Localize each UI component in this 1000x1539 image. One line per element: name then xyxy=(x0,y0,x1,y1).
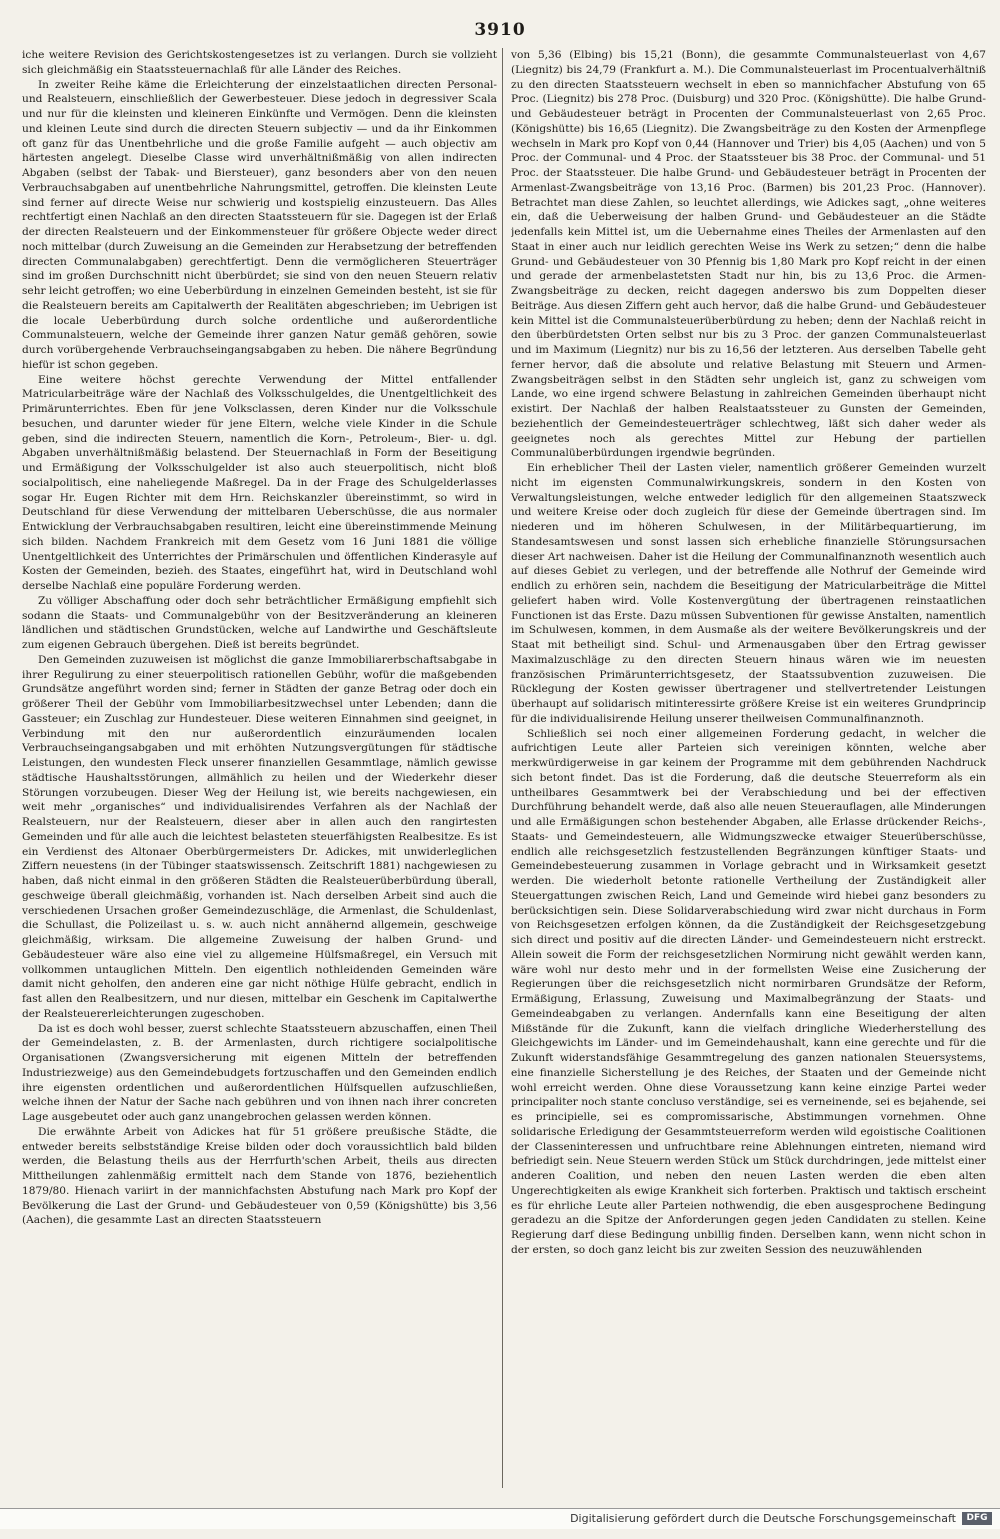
paragraph: Zu völliger Abschaffung oder doch sehr beträchtlicher Ermäßigung empfiehlt sich sodann die Staats- und Communalgebühr von der Besitzveränderung an kleineren ländlichen und städtischen Grundstücken, welche auf Landwirthe und Geschäftsleute zum eigenen Gebrauch übergehen. Dieß ist bereits begründet. xyxy=(22,594,497,651)
paragraph: Da ist es doch wohl besser, zuerst schlechte Staatssteuern abzuschaffen, einen Theil der Gemeindelasten, z. B. der Armenlasten, durch richtigere socialpolitische Organisationen (Zwangsversicherung mit eigenen Mitteln der betreffenden Industriezweige) aus den Gemeindebudgets fortzuschaffen und den Gemeinden endlich ihre eigensten ordentlichen und außerordentlichen Hülfsquellen aufzuschließen, welche ihnen der Natur der Sache nach gebühren und von ihnen nach ihrer concreten Lage ausgebeutet oder auch ganz unangebrochen gelassen werden können. xyxy=(22,1022,497,1123)
paragraph: In zweiter Reihe käme die Erleichterung der einzelstaatlichen directen Personal- und Realsteuern, einschließlich der Gewerbesteuer. Diese jedoch in degressiver Scala und nur für die kleinsten und kleineren Einkünfte und Vermögen. Denn die kleinsten und kleinen Leute sind durch die directen Steuern subjectiv — und da ihr Einkommen oft ganz für das Unentbehrliche und die große Familie aufgeht — auch objectiv am härtesten angelegt. Dieselbe Classe wird unverhältnißmäßig von allen indirecten Abgaben (selbst der Tabak- und Biersteuer), ganz besonders aber von den neuen Verbrauchsabgaben auf unentbehrliche Nahrungsmittel, getroffen. Die kleinsten Leute sind ferner auf directe Weise nur schwierig und kostspielig einzusteuern. Das Alles rechtfertigt einen Nachlaß an den directen Staatssteuern für sie. Dagegen ist der Erlaß der directen Realsteuern und der Einkommensteuer für größere Objecte weder direct noch mittelbar (durch Zuweisung an die Gemeinden zur Herabsetzung der betreffenden directen Communalabgaben) gerechtfertigt. Denn die vermöglicheren Steuerträger sind im großen Durchschnitt nicht überbürdet; sie sind von den neuen Steuern relativ sehr leicht getroffen; wo eine Ueberbürdung in einzelnen Gemeinden besteht, ist sie für die Realsteuern bereits am Capitalwerth der Realitäten abgeschrieben; im Uebrigen ist die locale Ueberbürdung durch solche ordentliche und außerordentliche Communalsteuern, welche der Gemeinde ihrer ganzen Natur gemäß gehören, sowie durch vorübergehende Verbrauchseingangsabgaben zu heben. Die nähere Begründung hiefür ist schon gegeben. xyxy=(22,78,497,371)
page-number: 3910 xyxy=(474,20,526,40)
left-column xyxy=(22,48,497,1488)
paragraph: Ein erheblicher Theil der Lasten vieler, namentlich größerer Gemeinden wurzelt nicht im eigensten Communalwirkungskreis, sondern in den Kosten von Verwaltungsleistungen, welche entweder lediglich für den allgemeinen Staatszweck und weitere Kreise oder doch zugleich für diese der Gemeinde übertragen sind. Im niederen und im höheren Schulwesen, in der Militärbequartierung, im Standesamtswesen und sonst lassen sich erhebliche finanzielle Störungsursachen dieser Art nachweisen. Daher ist die Heilung der Communalfinanznoth wesentlich auch auf dieses Gebiet zu verlegen, und der betreffende alle Nothruf der Gemeinde wird endlich zu erhören sein, nachdem die Beseitigung der Matricularbeiträge die Mittel geliefert haben wird. Volle Kostenvergütung der übertragenen reinstaatlichen Functionen ist das Erste. Dazu müssen Subventionen für gewisse Anstalten, namentlich im Schulwesen, kommen, in dem Ausmaße als der weitere Bevölkerungskreis und der Staat mit betheiligt sind. Schul- und Armenausgaben über den Ertrag gewisser Maximalzuschläge zu den directen Steuern hinaus wären wie im neuesten französischen Primärunterrichtsgesetz, der Staatssubvention zuzuweisen. Die Rücklegung der Kosten gewisser übertragener und stellvertretender Leistungen überhaupt auf solidarisch mitinteressirte größere Kreise ist ein weiteres Grundprincip für die individualisirende Heilung unserer theilweisen Communalfinanznoth. xyxy=(511,462,986,725)
column-divider xyxy=(502,48,503,1488)
digitization-footer xyxy=(0,1508,1000,1529)
paragraph: Eine weitere höchst gerechte Verwendung der Mittel entfallender Matricularbeiträge wäre der Nachlaß des Volksschulgeldes, die Unentgeltlichkeit des Primärunterrichtes. Eben für jene Volksclassen, deren Kinder nur die Volksschule besuchen, und darunter wieder für jene Eltern, welche viele Kinder in die Schule geben, sind die indirecten Steuern, namentlich die Korn-, Petroleum-, Bier- u. dgl. Abgaben unverhältnißmäßig belastend. Der Steuernachlaß in Form der Beseitigung und Ermäßigung der Volksschulgelder ist also auch steuerpolitisch, nicht bloß socialpolitisch, eine naheliegende Maßregel. Da in der Frage des Schulgelderlasses sogar Hr. Eugen Richter mit dem Hrn. Reichskanzler übereinstimmt, so wird in Deutschland für diese Verwendung der mittelbaren Ueberschüsse, die aus normaler Entwicklung der Verbrauchsabgaben resultiren, leicht eine übereinstimmende Meinung sich bilden. Nachdem Frankreich mit dem Gesetz vom 16 Juni 1881 die völlige Unentgeltlichkeit des Unterrichtes der Primärschulen und öffentlichen Kinderasyle auf Kosten der Gemeinden, bezieh. des Staates, eingeführt hat, wird in Deutschland wohl derselbe Nachlaß eine populäre Forderung werden. xyxy=(22,373,497,592)
footer-credit: Digitalisierung gefördert durch die Deutsche Forschungsgemeinschaft xyxy=(570,1512,956,1525)
paragraph: Den Gemeinden zuzuweisen ist möglichst die ganze Immobiliarerbschaftsabgabe in ihrer Regulirung zu einer steuerpolitisch rationellen Gebühr, wofür die maßgebenden Grundsätze angeführt worden sind; ferner in Städten der ganze Betrag oder doch ein größerer Theil der Gebühr vom Immobiliarbesitzwechsel unter Lebenden; dann die Gassteuer; ein Zuschlag zur Hundesteuer. Diese weiteren Einnahmen sind geeignet, in Verbindung mit den nur außerordentlich einzuräumenden localen Verbrauchseingangsabgaben und mit erhöhten Nutzungsvergütungen für städtische Leistungen, den wundesten Fleck unserer finanziellen Gesammtlage, nämlich gewisse städtische Haushaltsstörungen, allmählich zu heilen und der Wiederkehr dieser Störungen vorzubeugen. Dieser Weg der Heilung ist, wie bereits nachgewiesen, ein weit mehr „organisches“ und individualisirendes Verfahren als der Nachlaß der Realsteuern, nur der Realsteuern, dieser aber in allen auch den rangirtesten Gemeinden und für alle auch die leichtest belasteten steuerfähigsten Realbesitze. Es ist ein Verdienst des Altonaer Oberbürgermeisters Dr. Adickes, mit unwiderleglichen Ziffern neuestens (in der Tübinger staatswissensch. Zeitschrift 1881) nachgewiesen zu haben, daß nicht einmal in den größeren Städten die Realsteuerüberbürdung überall, geschweige überall gleichmäßig, vorhanden ist. Nach derselben Arbeit sind auch die verschiedenen Ursachen großer Gemeindezuschläge, die Armenlast, die Schuldenlast, die Schullast, die Polizeilast u. s. w. auch nicht annähernd allgemein, geschweige gleichmäßig, wirksam. Die allgemeine Zuweisung der halben Grund- und Gebäudesteuer wäre also eine viel zu allgemeine Hülfsmaßregel, ein Versuch mit vollkommen untauglichen Mitteln. Den eigentlich nothleidenden Gemeinden wäre damit nicht geholfen, den anderen eine gar nicht nöthige Hülfe gebracht, endlich in fast allen den Realbesitzern, und nur diesen, mittelbar ein Geschenk im Capitalwerthe der Realsteuererleichterungen zugeschoben. xyxy=(22,653,497,1020)
paragraph: Die erwähnte Arbeit von Adickes hat für 51 größere preußische Städte, die entweder bereits selbstständige Kreise bilden oder doch voraussichtlich bald bilden werden, die Belastung theils aus der Herrfurth'schen Arbeit, theils aus directen Mittheilungen zahlenmäßig ermittelt nach dem Stande von 1876, beziehentlich 1879/80. Hienach variirt in der mannichfachsten Abstufung nach Mark pro Kopf der Bevölkerung die Last der Grund- und Gebäudesteuer von 0,59 (Königshütte) bis 3,56 (Aachen), die gesammte Last an directen Staatssteuern xyxy=(22,1125,497,1227)
paragraph: von 5,36 (Elbing) bis 15,21 (Bonn), die gesammte Communalsteuerlast von 4,67 (Liegnitz) bis 24,79 (Frankfurt a. M.). Die Communalsteuerlast im Procentualverhältniß zu den directen Staatssteuern wechselt in eben so mannichfacher Abstufung von 65 Proc. (Liegnitz) bis 278 Proc. (Duisburg) und 320 Proc. (Königshütte). Die halbe Grund- und Gebäudesteuer beträgt in Procenten der Communalsteuerlast von 2,65 Proc. (Königshütte) bis 16,65 (Liegnitz). Die Zwangsbeiträge zu den Kosten der Armenpflege wechseln in Mark pro Kopf von 0,44 (Hannover und Trier) bis 4,05 (Aachen) und von 5 Proc. der Communal- und 4 Proc. der Staatssteuer bis 38 Proc. der Communal- und 51 Proc. der Staatssteuer. Die halbe Grund- und Gebäudesteuer beträgt in Procenten der Armenlast-Zwangsbeiträge von 13,16 Proc. (Barmen) bis 201,23 Proc. (Hannover). Betrachtet man diese Zahlen, so leuchtet allerdings, wie Adickes sagt, „ohne weiteres ein, daß die Ueberweisung der halben Grund- und Gebäudesteuer an die Städte jedenfalls kein Mittel ist, um die Uebernahme eines Theiles der Armenlasten auf den Staat in einer auch nur leidlich gerechten Weise ins Werk zu setzen;“ denn die halbe Grund- und Gebäudesteuer von 30 Pfennig bis 1,80 Mark pro Kopf reicht in der einen und gerade der armenbelastetsten Stadt nur hin, bis zu 13,6 Proc. die Armen-Zwangsbeiträge zu decken, reicht dagegen anderswo bis zum Doppelten dieser Beiträge. Aus diesen Ziffern geht auch hervor, daß die halbe Grund- und Gebäudesteuer kein Mittel ist die Communalsteuerüberbürdung zu heben; denn der Nachlaß reicht in den überbürdetsten Orten selbst nur bis zu 3 Proc. der ganzen Communalsteuerlast und im Maximum (Liegnitz) nur bis zu 16,56 der letzteren. Aus derselben Tabelle geht ferner hervor, daß die absolute und relative Belastung mit Steuern und Armen-Zwangsbeiträgen selbst in den Städten sehr ungleich ist, ganz zu schweigen vom Lande, wo eine irgend schwere Belastung in zahlreichen Gemeinden überhaupt nicht existirt. Der Nachlaß der halben Realstaatssteuer zu Gunsten der Gemeinden, beziehentlich der Gemeindesteuerträger schlechtweg, läßt sich daher weder als geeignetes noch als gerechtes Mittel zur Hebung der partiellen Communalüberbürdungen irgendwie begründen. xyxy=(511,49,986,460)
paragraph: iche weitere Revision des Gerichtskostengesetzes ist zu verlangen. Durch sie vollzieht sich gleichmäßig ein Staatssteuernachlaß für alle Länder des Reiches. xyxy=(22,49,497,76)
right-column xyxy=(511,48,986,1488)
dfg-logo: DFG xyxy=(962,1512,992,1525)
paragraph: Schließlich sei noch einer allgemeinen Forderung gedacht, in welcher die aufrichtigen Leute aller Parteien sich vereinigen könnten, welche aber merkwürdigerweise in gar keinem der Programme mit dem gebührenden Nachdruck sich betont findet. Das ist die Forderung, daß die deutsche Steuerreform als ein untheilbares Gesammtwerk bei der Verabschiedung und bei der effectiven Durchführung behandelt werde, daß also alle neuen Steuerauflagen, alle Minderungen und alle Ermäßigungen schon bestehender Abgaben, alle Erlasse drückender Reichs-, Staats- und Gemeindesteuern, alle Widmungszwecke etwaiger Steuerüberschüsse, endlich alle reichsgesetzlich festzustellenden Begränzungen künftiger Staats- und Gemeindebesteuerung zusammen in Vorlage gebracht und in Wirksamkeit gesetzt werden. Die wiederholt betonte rationelle Vertheilung der Zuständigkeit aller Steuergattungen zwischen Reich, Land und Gemeinde wird hiebei ganz besonders zu berücksichtigen sein. Diese Solidarverabschiedung wird zwar nicht durchaus in Form von Reichsgesetzen erfolgen können, da die Zuständigkeit der Reichsgesetzgebung sich direct und positiv auf die directen Länder- und Gemeindesteuern nicht erstreckt. Allein soweit die Form der reichsgesetzlichen Normirung nicht gewählt werden kann, wäre wohl nur desto mehr und in der formellsten Weise eine Zusicherung der Regierungen über die reichsgesetzlich nicht normirbaren Grundsätze der Reform, Ermäßigung, Erlassung, Zuweisung und Maximalbegränzung der Staats- und Gemeindeabgaben zu verlangen. Andernfalls kann eine Beseitigung der alten Mißstände für die Zukunft, kann die vielfach dringliche Wiederherstellung des Gleichgewichts im Länder- und im Gemeindehaushalt, kann eine gerechte und für die Zukunft widerstandsfähige Gesammtregelung des ganzen nationalen Steuersystems, eine finanzielle Sicherstellung je des Reiches, der Staaten und der Gemeinde nicht wohl erreicht werden. Ohne diese Voraussetzung kann keine einzige Partei weder principaliter noch stante concluso verständige, sei es verneinende, sei es bejahende, sei es principielle, sei es compromissarische, Abstimmungen vornehmen. Ohne solidarische Erledigung der Gesammtsteuerreform werden wild egoistische Coalitionen der Classeninteressen und unfruchtbare reine Ablehnungen eintreten, niemand wird befriedigt sein. Neue Steuern werden Stück um Stück durchdringen, jede mittelst einer anderen Coalition, und neben den neuen Lasten werden die eben alten Ungerechtigkeiten als ewige Krankheit sich forterben. Praktisch und taktisch erscheint es für ehrliche Leute aller Parteien nothwendig, die eben ausgesprochene Bedingung geradezu an die Spitze der Anforderungen gegen jeden Candidaten zu stellen. Keine Regierung darf diese Bedingung unbillig finden. Derselben kann, wenn nicht schon in der ersten, so doch ganz leicht bis zur zweiten Session des neuzuwählenden xyxy=(511,727,986,1256)
